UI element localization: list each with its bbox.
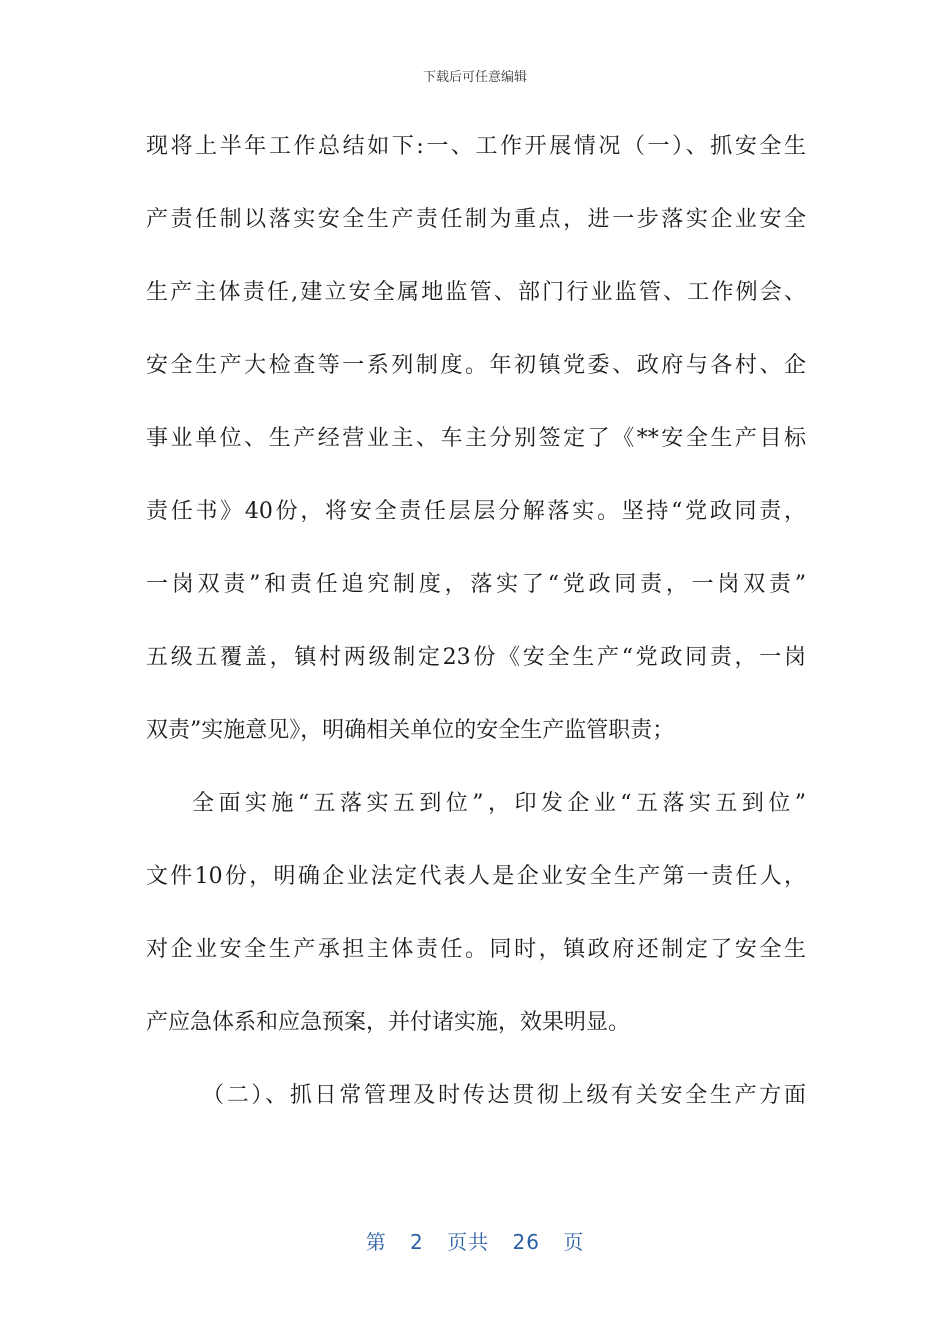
text-line: 双责”实施意见》，明确相关单位的安全生产监管职责；: [146, 718, 675, 743]
paragraph-3: [146, 1069, 806, 1142]
header-note: 下载后可任意编辑: [422, 70, 527, 85]
text-line: 责任书》40份，将安全责任层层分解落实。坚持“党政同责，: [146, 499, 806, 524]
text-line: 五级五覆盖，镇村两级制定23份《安全生产“党政同责，一岗: [146, 645, 806, 670]
total-page-number: 26: [512, 1230, 540, 1254]
footer-middle: 页共: [447, 1230, 490, 1254]
footer-prefix: 第: [365, 1230, 387, 1254]
paragraph-1: [146, 120, 806, 777]
text-line: 文件10份，明确企业法定代表人是企业安全生产第一责任人，: [146, 864, 806, 889]
text-line: 事业单位、生产经营业主、车主分别签定了《**安全生产目标: [146, 426, 806, 451]
document-body: [146, 120, 806, 1142]
text-line: 产责任制以落实安全生产责任制为重点，进一步落实企业安全: [146, 207, 806, 232]
text-line: 一岗双责”和责任追究制度，落实了“党政同责，一岗双责”: [146, 572, 806, 597]
text-line: 现将上半年工作总结如下:一、工作开展情况（一）、抓安全生: [146, 134, 806, 159]
page-footer: [0, 1226, 950, 1255]
text-line: 安全生产大检查等一系列制度。年初镇党委、政府与各村、企: [146, 353, 806, 378]
footer-suffix: 页: [563, 1230, 585, 1254]
text-line: 对企业安全生产承担主体责任。同时，镇政府还制定了安全生: [146, 937, 806, 962]
text-line: 生产主体责任,建立安全属地监管、部门行业监管、工作例会、: [146, 280, 806, 305]
text-line: 产应急体系和应急预案，并付诸实施，效果明显。: [146, 1010, 631, 1035]
text-line: （二）、抓日常管理及时传达贯彻上级有关安全生产方面: [202, 1083, 806, 1108]
paragraph-2: [146, 777, 806, 1069]
text-line: 全面实施“五落实五到位”，印发企业“五落实五到位”: [192, 791, 806, 816]
current-page-number: 2: [410, 1230, 424, 1254]
